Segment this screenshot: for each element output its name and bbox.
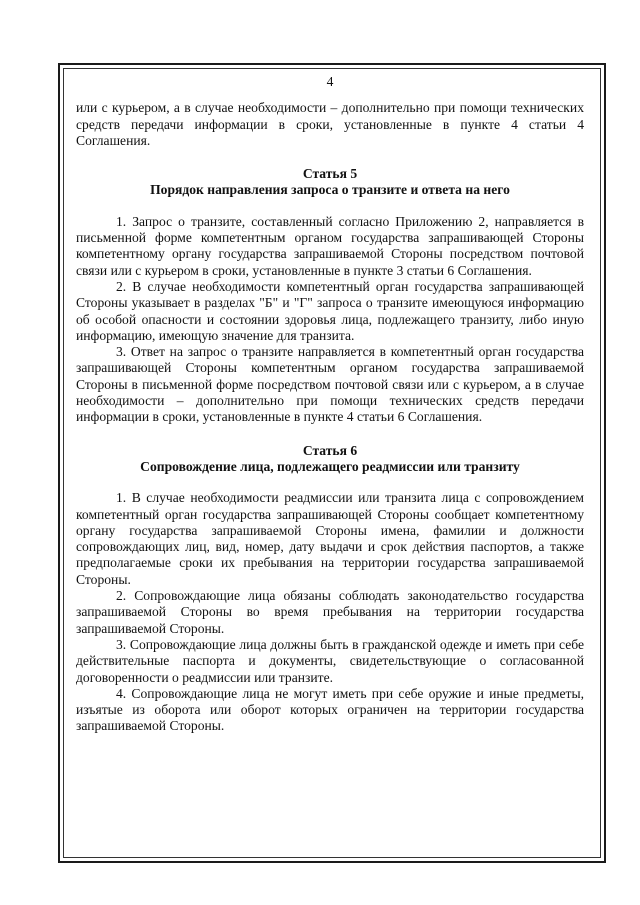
article-5-title: Статья 5: [302, 166, 358, 182]
article-5-paragraph: 1. Запрос о транзите, составленный согласно Приложению 2, направляется в письменной форме компетентным органом государства запрашивающей Стороны компетентному органу государства запрашиваемой Стороны посредством почтовой связи или с курьером в сроки, установленные в пункте 3 статьи 6 Соглашения.: [76, 213, 584, 278]
article-6-paragraph: 2. Сопровождающие лица обязаны соблюдать законодательство государства запрашиваемой Стороны во время пребывания на территории государства запрашиваемой Стороны.: [76, 588, 584, 636]
article-6-paragraph: 3. Сопровождающие лица должны быть в гражданской одежде и иметь при себе действительные паспорта и документы, свидетельствующие о согласованной договоренности о реадмиссии или транзите.: [76, 636, 584, 685]
article-5-heading: Порядок направления запроса о транзите и ответа на него: [150, 182, 510, 198]
article-6-title: Статья 6: [302, 442, 358, 458]
article-5-paragraph: 2. В случае необходимости компетентный орган государства запрашивающей Стороны указывает в разделах "Б" и "Г" запроса о транзите имеющуюся информацию об особой опасности и состоянии здоровья лица, подлежащего транзиту, либо иную информацию, имеющую значение для транзита.: [76, 278, 584, 343]
article-6-paragraph: 4. Сопровождающие лица не могут иметь при себе оружие и иные предметы, изъятые из оборота или оборот которых ограничен на территории государства запрашиваемой Стороны.: [76, 685, 584, 734]
article-6-paragraph: 1. В случае необходимости реадмиссии или транзита лица с сопровождением компетентный орган государства запрашивающей Стороны сообщает компетентному органу государства запрашиваемой Стороны имена, фамилии и должности сопровождающих лиц, вид, номер, дату выдачи и срок действия паспортов, а также предполагаемые сроки их пребывания на территории государства запрашиваемой Стороны.: [76, 490, 584, 587]
article-5-paragraph: 3. Ответ на запрос о транзите направляется в компетентный орган государства запрашивающей Стороны компетентным органом государства запрашиваемой Стороны в письменной форме посредством почтовой связи или с курьером, а в случае необходимости – дополнительно при помощи технических средств передачи информации в сроки, установленные в пункте 4 статьи 6 Соглашения.: [76, 344, 584, 425]
document-body: [76, 74, 584, 735]
intro-paragraph: или с курьером, а в случае необходимости – дополнительно при помощи технических средств передачи информации в сроки, установленные в пункте 4 статьи 4 Соглашения.: [76, 100, 584, 148]
page-number: 4: [326, 74, 334, 89]
article-6-heading: Сопровождение лица, подлежащего реадмиссии или транзиту: [140, 458, 520, 474]
